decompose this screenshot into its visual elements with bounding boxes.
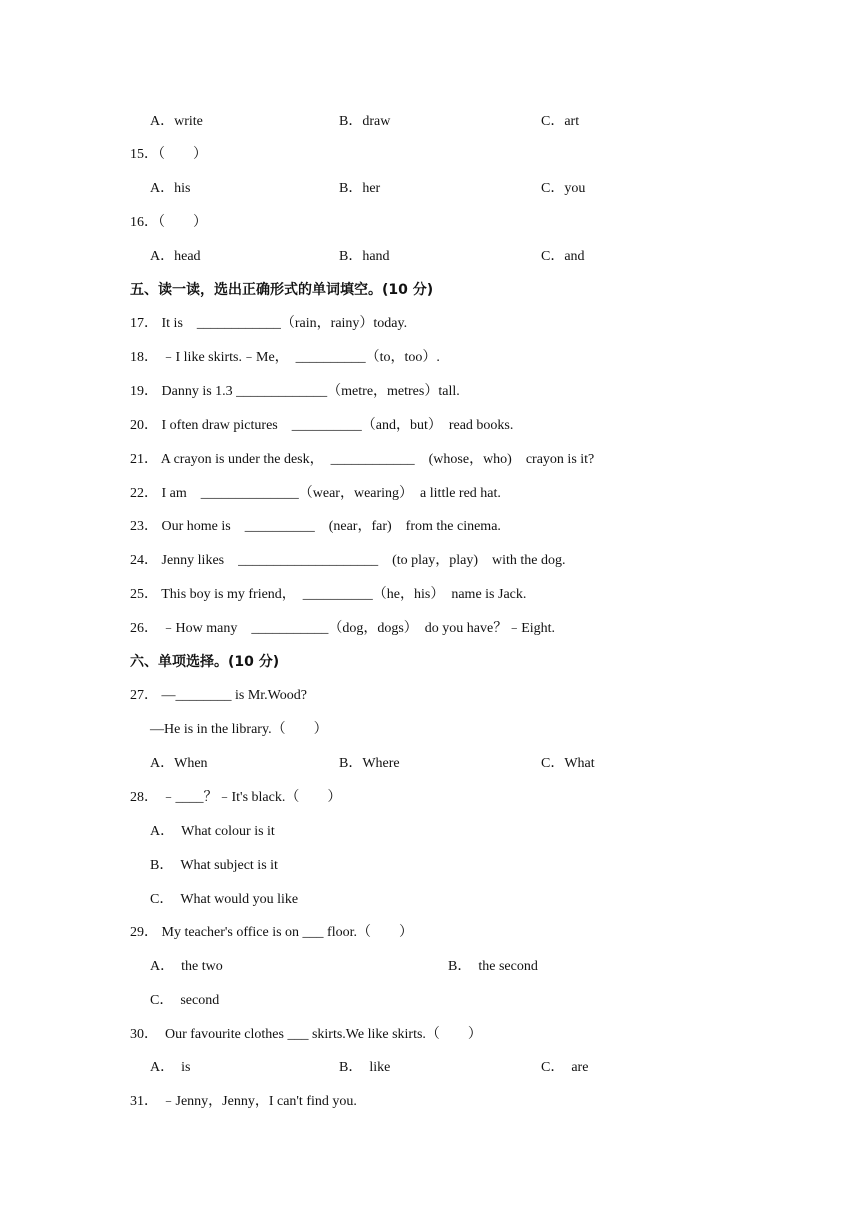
- q15-option-c: C．you: [541, 181, 586, 196]
- q18-fill: 18． ﹣I like skirts.﹣Me， __________（to，too）.: [130, 350, 440, 365]
- q29-option-b: B． the second: [448, 959, 538, 974]
- q22-fill: 22． I am ______________（wear，wearing） a little red hat.: [130, 486, 501, 501]
- q16-stem: 16．（ ）: [130, 215, 207, 230]
- q21-fill: 21． A crayon is under the desk， ____________ (whose，who) crayon is it?: [130, 452, 595, 467]
- q28-option-a: A． What colour is it: [150, 824, 275, 839]
- q25-fill: 25． This boy is my friend， __________（he，his） name is Jack.: [130, 587, 527, 602]
- q28-option-b: B． What subject is it: [150, 858, 278, 873]
- q29-stem: 29． My teacher's office is on ___ floor.（ ）: [130, 925, 413, 940]
- q29-option-c: C． second: [150, 993, 220, 1008]
- q15-stem: 15．（ ）: [130, 147, 207, 162]
- q29-option-a: A． the two: [150, 959, 223, 974]
- q31-stem: 31． ﹣Jenny，Jenny，I can't find you.: [130, 1094, 357, 1109]
- q28-stem: 28． ﹣____？﹣It's black.（ ）: [130, 790, 342, 805]
- q15-option-a: A．his: [150, 181, 191, 196]
- q14-option-c: C．art: [541, 114, 580, 129]
- q16-option-c: C．and: [541, 249, 585, 264]
- q15-option-b: B．her: [339, 181, 381, 196]
- q30-option-a: A． is: [150, 1060, 191, 1075]
- q14-option-b: B．draw: [339, 114, 391, 129]
- q16-option-a: A．head: [150, 249, 201, 264]
- q30-option-b: B． like: [339, 1060, 391, 1075]
- q14-option-a: A．write: [150, 114, 203, 129]
- q28-option-c: C． What would you like: [150, 892, 299, 907]
- q27-option-a: A．When: [150, 756, 208, 771]
- q30-stem: 30． Our favourite clothes ___ skirts.We like skirts.（ ）: [130, 1027, 482, 1042]
- q26-fill: 26． ﹣How many ___________（dog，dogs） do you have？﹣Eight.: [130, 621, 556, 636]
- q30-option-c: C． are: [541, 1060, 589, 1075]
- q19-fill: 19． Danny is 1.3 _____________（metre，metres）tall.: [130, 384, 460, 399]
- q16-option-b: B．hand: [339, 249, 390, 264]
- section6-title: 六、单项选择。(10 分): [130, 654, 280, 670]
- section5-title: 五、读一读，选出正确形式的单词填空。(10 分): [130, 282, 434, 298]
- q27-stem: 27． —________ is Mr.Wood?: [130, 688, 307, 703]
- q17-fill: 17． It is ____________（rain，rainy）today.: [130, 316, 408, 331]
- q24-fill: 24． Jenny likes ____________________ (to play，play) with the dog.: [130, 553, 566, 568]
- q20-fill: 20． I often draw pictures __________（and，but） read books.: [130, 418, 514, 433]
- q23-fill: 23． Our home is __________ (near，far) from the cinema.: [130, 519, 501, 534]
- q27-stem-answer: —He is in the library.（ ）: [150, 722, 328, 737]
- q27-option-c: C．What: [541, 756, 595, 771]
- q27-option-b: B．Where: [339, 756, 400, 771]
